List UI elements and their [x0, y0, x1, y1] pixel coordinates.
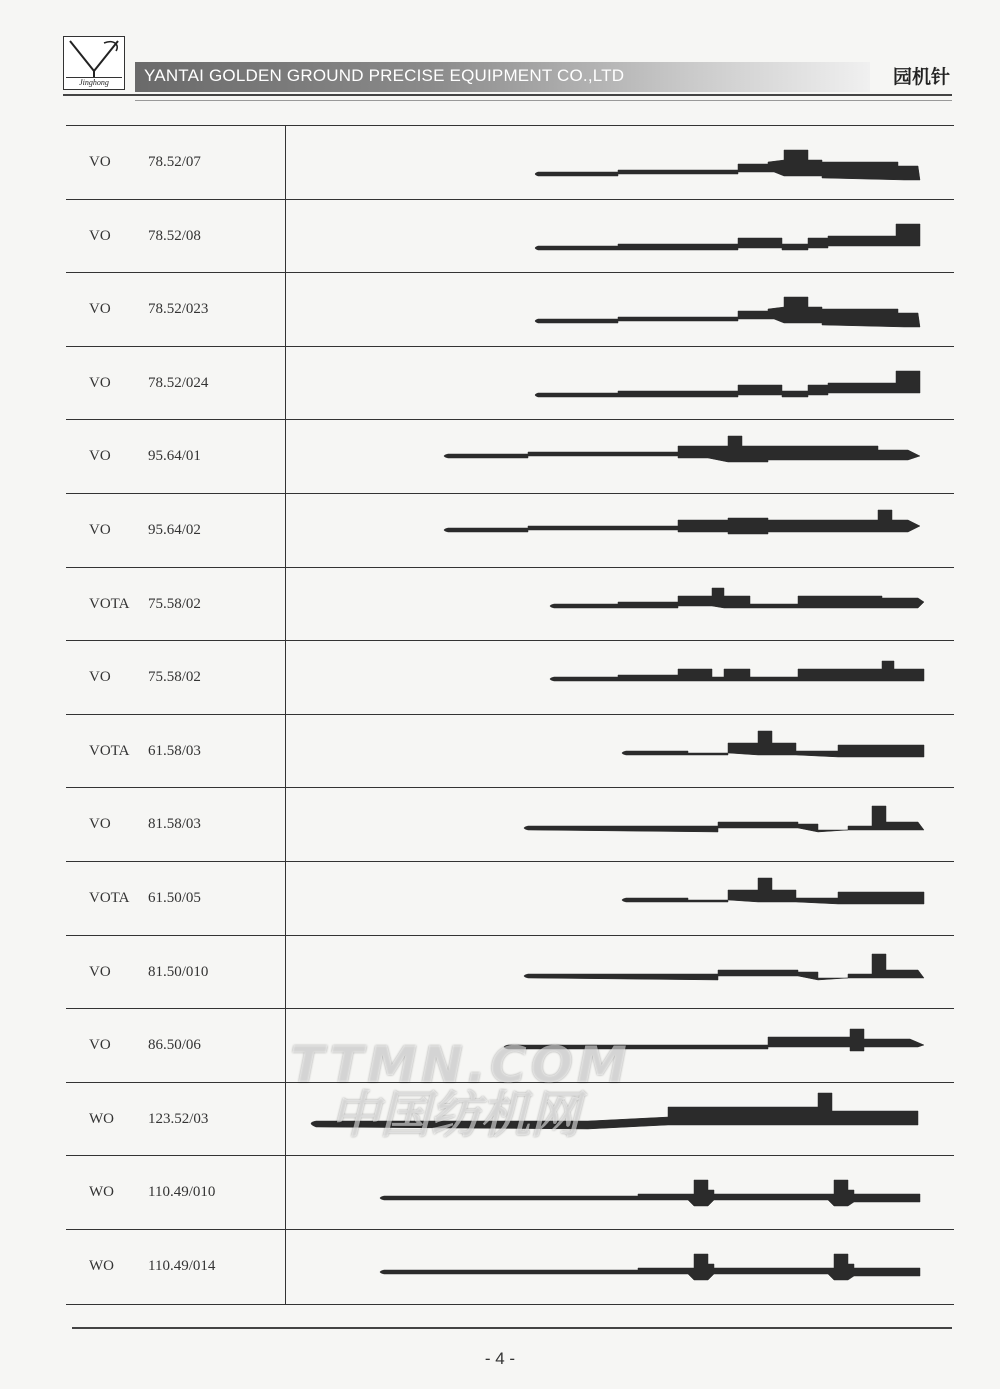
needle-code: 78.52/07: [148, 154, 201, 170]
footer-divider: [72, 1327, 952, 1329]
needle-type: VO: [89, 963, 111, 980]
watermark-cn: 中国纺机网: [330, 1086, 580, 1144]
needle-code: 78.52/023: [148, 301, 209, 318]
needle-drawing: [288, 494, 948, 567]
needle-code: 75.58/02: [148, 595, 201, 612]
needle-code: 78.52/024: [148, 374, 209, 391]
header-divider-thin: [135, 100, 952, 101]
table-row: [66, 494, 954, 568]
needle-code: 78.52/08: [148, 227, 201, 244]
needle-drawing: [288, 347, 948, 420]
table-row: [66, 936, 954, 1010]
needle-shape: [535, 224, 920, 250]
table-row: [66, 126, 954, 200]
needle-shape: [550, 661, 924, 681]
needle-type: VO: [89, 301, 111, 318]
needle-type: VO: [89, 374, 111, 391]
needle-drawing: [288, 715, 948, 788]
needle-drawing: [288, 788, 948, 861]
needle-shape: [444, 510, 920, 534]
needle-shape: [535, 150, 920, 180]
needle-code: 61.50/05: [148, 890, 201, 906]
needle-drawing: [288, 200, 948, 273]
needle-type: VO: [89, 448, 111, 465]
needle-type: VOTA: [89, 595, 130, 612]
table-row: [66, 273, 954, 347]
needle-shape: [524, 954, 924, 980]
table-row: [66, 862, 954, 936]
needle-type: VOTA: [89, 742, 130, 759]
needle-type: VO: [89, 227, 111, 244]
table-row: [66, 420, 954, 494]
needle-drawing: [288, 862, 948, 935]
needle-shape: [622, 731, 924, 757]
company-name: YANTAI GOLDEN GROUND PRECISE EQUIPMENT CO.,LTD: [144, 66, 625, 85]
table-row: [66, 1230, 954, 1304]
needle-code: 86.50/06: [148, 1037, 201, 1054]
table-row: [66, 1156, 954, 1230]
needle-shape: [622, 878, 924, 904]
needle-shape: [444, 436, 920, 462]
needle-drawing: [288, 568, 948, 641]
needle-type: VOTA: [89, 890, 130, 906]
needle-drawing: [288, 420, 948, 493]
needle-shape: [380, 1180, 920, 1206]
needle-drawing: [288, 936, 948, 1009]
page-title-cn: 园机针: [892, 66, 950, 88]
needle-drawing: [288, 1156, 948, 1229]
needle-drawing: [288, 1230, 948, 1303]
needle-type: WO: [89, 1110, 114, 1127]
needle-code: 95.64/01: [148, 448, 201, 465]
needle-code: 75.58/02: [148, 669, 201, 686]
needle-code: 61.58/03: [148, 742, 201, 759]
needle-shape: [535, 297, 920, 327]
table-row: [66, 200, 954, 274]
needle-type: VO: [89, 154, 111, 170]
needle-type: VO: [89, 522, 111, 538]
needle-drawing: [288, 273, 948, 346]
needle-code: 81.58/03: [148, 816, 201, 833]
needle-code: 110.49/014: [148, 1258, 216, 1274]
needle-code: 123.52/03: [148, 1110, 209, 1127]
needle-shape: [380, 1254, 920, 1280]
needle-type: VO: [89, 669, 111, 686]
needle-type: VO: [89, 816, 111, 833]
needle-type: WO: [89, 1184, 114, 1201]
needle-code: 81.50/010: [148, 963, 209, 980]
header-divider: [63, 94, 952, 96]
table-row: [66, 568, 954, 642]
company-logo: [63, 36, 125, 90]
table-row: [66, 715, 954, 789]
needle-type: VO: [89, 1037, 111, 1054]
needle-code: 110.49/010: [148, 1184, 216, 1201]
needle-shape: [535, 371, 920, 397]
needle-code: 95.64/02: [148, 522, 201, 538]
needle-type: WO: [89, 1258, 114, 1274]
needle-drawing: [288, 126, 948, 199]
needle-drawing: [288, 641, 948, 714]
table-row: [66, 641, 954, 715]
y-logo-icon: [64, 37, 124, 77]
needle-shape: [524, 806, 924, 832]
table-row: [66, 788, 954, 862]
page-number: - 4 -: [484, 1349, 516, 1368]
logo-text: Jinghong: [66, 77, 122, 88]
watermark-en: TTMN.COM: [290, 1036, 631, 1094]
table-row: [66, 347, 954, 421]
watermark: [290, 1036, 710, 1144]
needle-shape: [550, 588, 924, 608]
